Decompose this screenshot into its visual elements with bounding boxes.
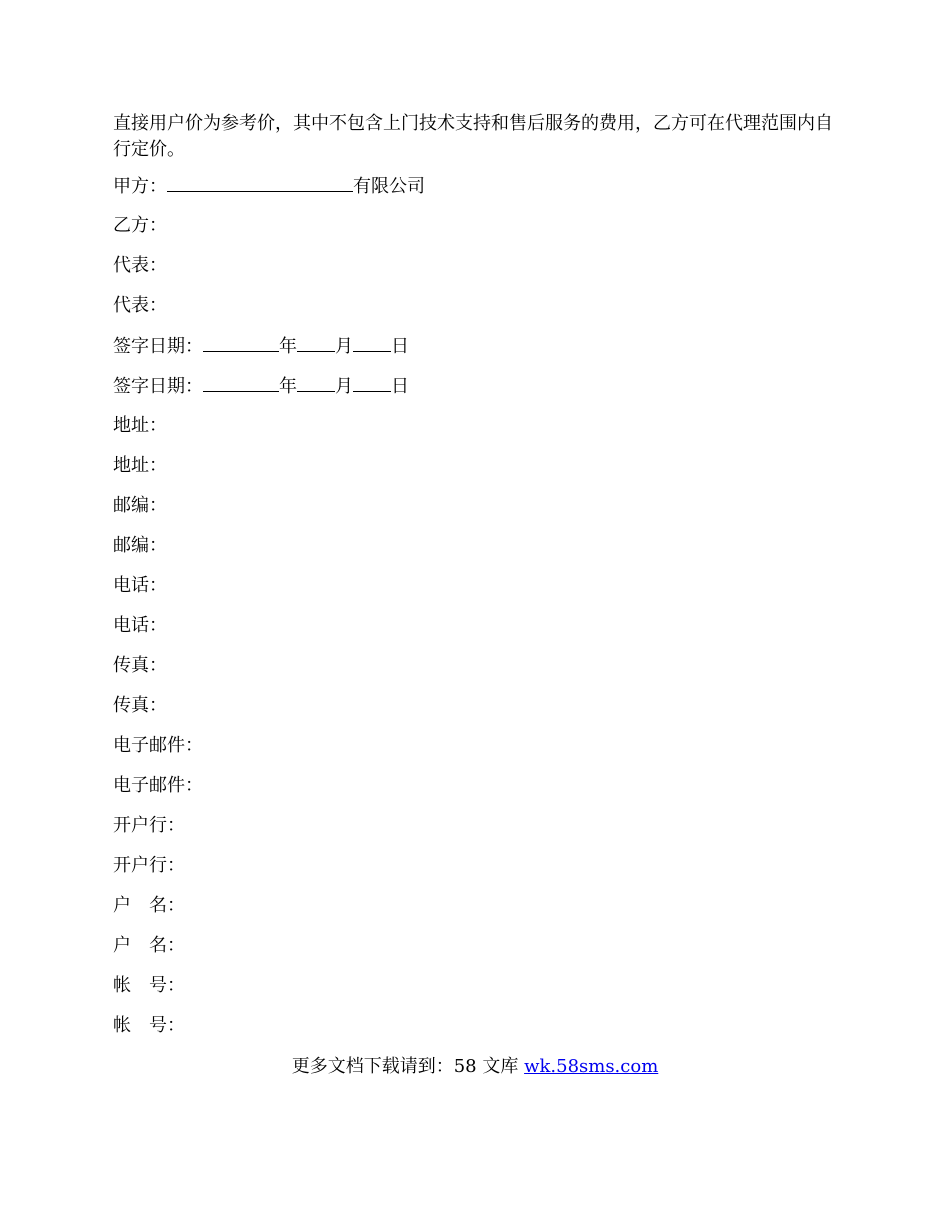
sign-date-line-1 <box>113 333 848 373</box>
account-name-line-2: 户 名： <box>113 935 185 956</box>
day-blank[interactable] <box>353 373 391 392</box>
sign-date-line-2 <box>113 373 848 413</box>
fax-line-1: 传真： <box>113 655 167 676</box>
sign-date-label: 签字日期： <box>113 336 203 357</box>
representative-line-1: 代表： <box>113 255 167 276</box>
account-name-line-1: 户 名： <box>113 895 185 916</box>
email-line-2: 电子邮件： <box>113 775 203 796</box>
footer-link[interactable]: wk.58sms.com <box>524 1056 659 1077</box>
document-body <box>113 111 848 1053</box>
address-line-2: 地址： <box>113 455 167 476</box>
year-blank[interactable] <box>203 373 279 392</box>
intro-paragraph: 直接用户价为参考价，其中不包含上门技术支持和售后服务的费用，乙方可在代理范围内自行定价。 <box>113 113 833 160</box>
year-label: 年 <box>279 376 297 397</box>
postcode-line-2: 邮编： <box>113 535 167 556</box>
company-name-blank[interactable] <box>167 173 353 192</box>
account-number-line-2: 帐 号： <box>113 1015 185 1036</box>
fax-line-2: 传真： <box>113 695 167 716</box>
phone-line-1: 电话： <box>113 575 167 596</box>
month-label: 月 <box>335 376 353 397</box>
year-label: 年 <box>279 336 297 357</box>
day-label: 日 <box>391 336 409 357</box>
email-line-1: 电子邮件： <box>113 735 203 756</box>
bank-line-1: 开户行： <box>113 815 185 836</box>
party-a-line <box>113 173 848 213</box>
party-b-line: 乙方： <box>113 215 167 236</box>
phone-line-2: 电话： <box>113 615 167 636</box>
bank-line-2: 开户行： <box>113 855 185 876</box>
month-blank[interactable] <box>297 373 335 392</box>
day-label: 日 <box>391 376 409 397</box>
address-line-1: 地址： <box>113 415 167 436</box>
postcode-line-1: 邮编： <box>113 495 167 516</box>
month-blank[interactable] <box>297 333 335 352</box>
download-footer <box>0 1054 950 1080</box>
year-blank[interactable] <box>203 333 279 352</box>
party-a-suffix: 有限公司 <box>353 176 425 197</box>
footer-text: 更多文档下载请到：58 文库 <box>291 1056 525 1077</box>
month-label: 月 <box>335 336 353 357</box>
representative-line-2: 代表： <box>113 295 167 316</box>
party-a-label: 甲方： <box>113 176 167 197</box>
day-blank[interactable] <box>353 333 391 352</box>
sign-date-label: 签字日期： <box>113 376 203 397</box>
account-number-line-1: 帐 号： <box>113 975 185 996</box>
